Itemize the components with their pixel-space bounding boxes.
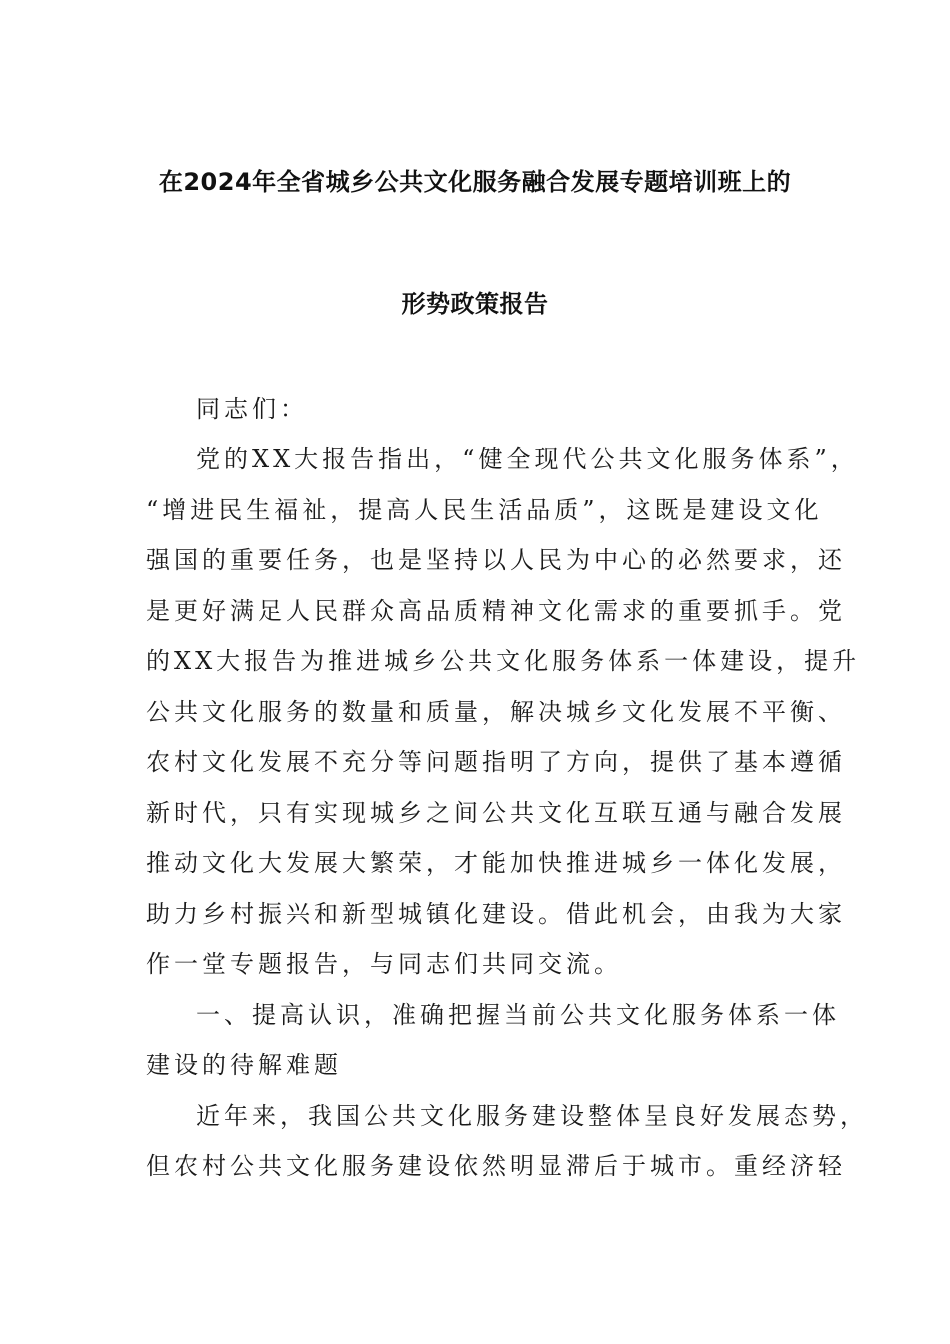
salutation: 同志们： bbox=[196, 395, 308, 423]
paragraph-line: 但农村公共文化服务建设依然明显滞后于城市。重经济轻 bbox=[146, 1152, 846, 1180]
section-heading-line: 建设的待解难题 bbox=[146, 1051, 342, 1079]
paragraph-line: 强国的重要任务，也是坚持以人民为中心的必然要求，还 bbox=[146, 546, 846, 574]
paragraph-line: 党的XX大报告指出，“健全现代公共文化服务体系”， bbox=[196, 445, 859, 473]
paragraph-line: 新时代，只有实现城乡之间公共文化互联互通与融合发展 bbox=[146, 798, 846, 827]
paragraph-line: 作一堂专题报告，与同志们共同交流。 bbox=[146, 950, 622, 978]
section-heading-line: 一、提高认识，准确把握当前公共文化服务体系一体 bbox=[196, 1000, 840, 1029]
paragraph-line: 近年来，我国公共文化服务建设整体呈良好发展态势， bbox=[196, 1101, 868, 1130]
paragraph-line: 的XX大报告为推进城乡公共文化服务体系一体建设，提升 bbox=[146, 647, 861, 675]
paragraph-line: 推动文化大发展大繁荣，才能加快推进城乡一体化发展， bbox=[146, 849, 846, 877]
document-title-line-2: 形势政策报告 bbox=[401, 290, 549, 318]
paragraph-line: 是更好满足人民群众高品质精神文化需求的重要抓手。党 bbox=[146, 596, 846, 625]
paragraph-line: 农村文化发展不充分等问题指明了方向，提供了基本遵循 bbox=[146, 748, 846, 776]
paragraph-line: “增进民生福祉，提高人民生活品质”，这既是建设文化 bbox=[146, 495, 823, 524]
body-paragraphs bbox=[146, 434, 868, 1192]
salutation-block bbox=[146, 384, 811, 435]
paragraph-line: 公共文化服务的数量和质量，解决城乡文化发展不平衡、 bbox=[146, 697, 846, 726]
document-title-line-1: 在2024年全省城乡公共文化服务融合发展专题培训班上的 bbox=[158, 168, 792, 196]
paragraph-line: 助力乡村振兴和新型城镇化建设。借此机会，由我为大家 bbox=[146, 899, 846, 928]
